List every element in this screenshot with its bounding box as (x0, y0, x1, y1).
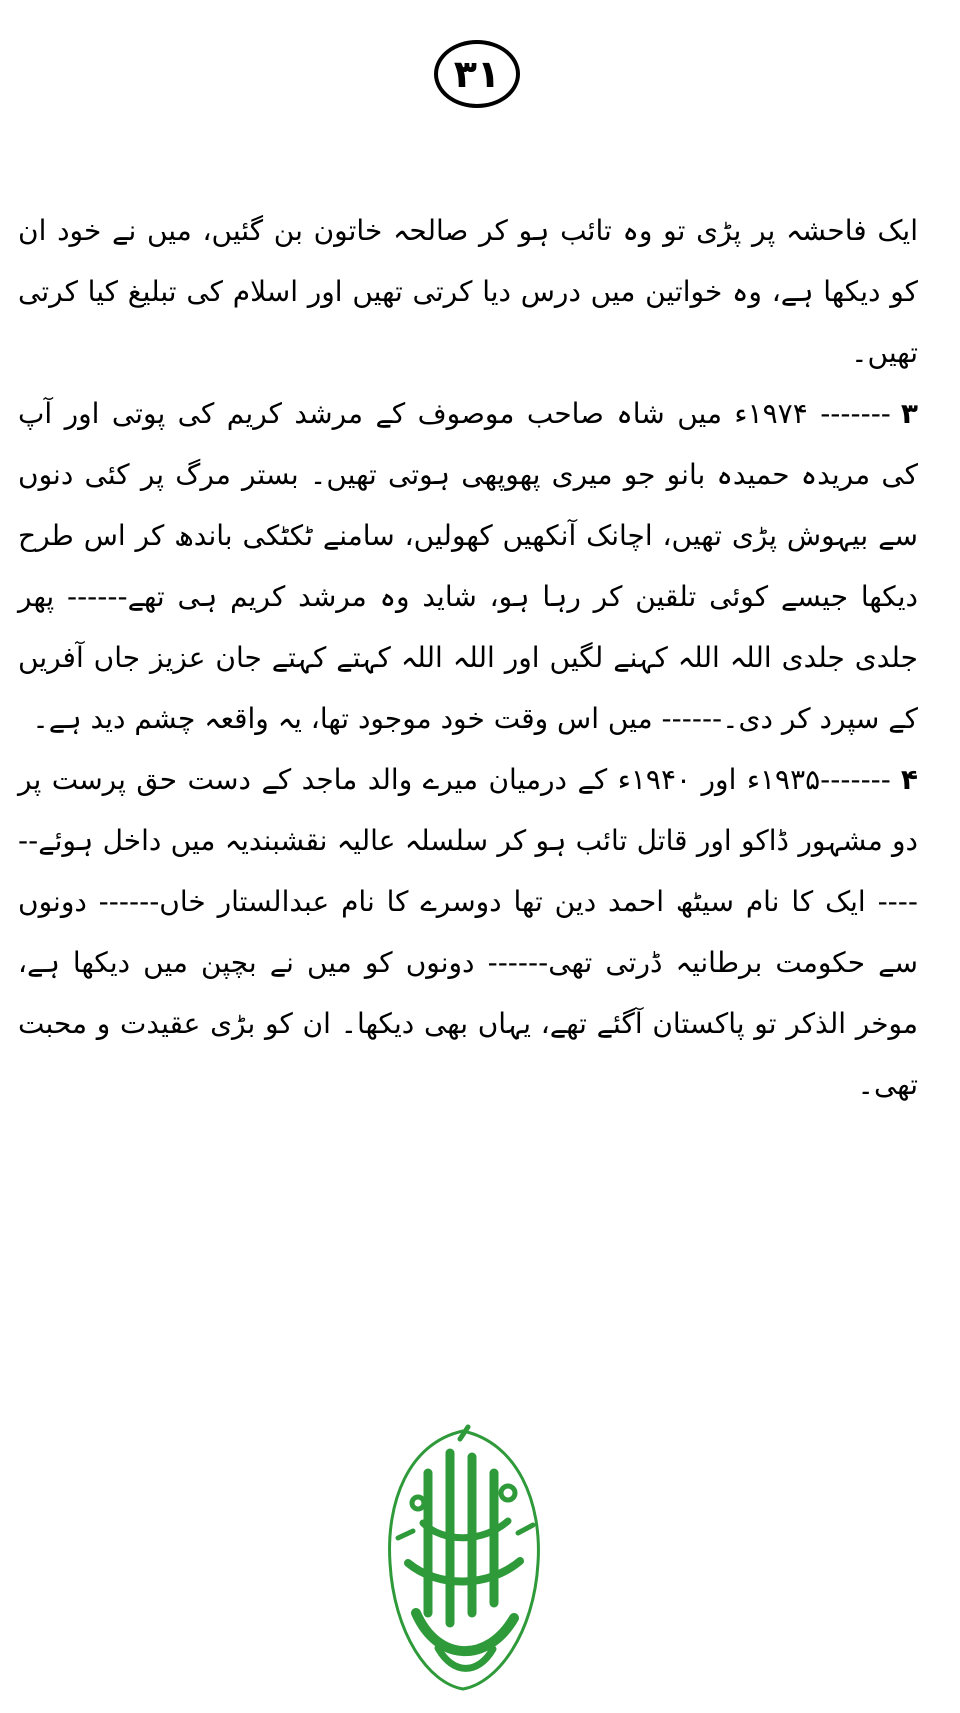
body-text (18, 200, 918, 1115)
paragraph-4 (18, 749, 918, 1115)
calligraphy-emblem (368, 1413, 558, 1703)
paragraph-3 (18, 383, 918, 749)
page-number-badge (434, 40, 520, 108)
paragraph-4-text: -------۱۹۳۵ء اور ۱۹۴۰ء کے درمیان میرے والد ماجد کے دست حق پرست پر دو مشہور ڈاکو اور قاتل تائب ہو کر سلسلہ عالیہ نقشبندیہ میں داخل ہوئے------ ایک کا نام سیٹھ احمد دین تھا دوسرے کا نام عبدالستار خاں------ دونوں سے حکومت برطانیہ ڈرتی تھی------ دونوں کو میں نے بچپن میں دیکھا ہے، موخر الذکر تو پاکستان آگئے تھے، یہاں بھی دیکھا۔ ان کو بڑی عقیدت و محبت تھی۔ (18, 763, 918, 1101)
paragraph-1-text: ایک فاحشہ پر پڑی تو وہ تائب ہو کر صالحہ خاتون بن گئیں، میں نے خود ان کو دیکھا ہے، وہ خواتین میں درس دیا کرتی تھیں اور اسلام کی تبلیغ کیا کرتی تھیں۔ (18, 214, 918, 369)
page-number: ۳۱ (453, 52, 501, 96)
paragraph-3-text: ------- ۱۹۷۴ء میں شاہ صاحب موصوف کے مرشد کریم کی پوتی اور آپ کی مریدہ حمیدہ بانو جو میری پھوپھی ہوتی تھیں۔ بستر مرگ پر کئی دنوں سے بیہوش پڑی تھیں، اچانک آنکھیں کھولیں، سامنے ٹکٹکی باندھ کر اس طرح دیکھا جیسے کوئی تلقین کر رہا ہو، شاید وہ مرشد کریم ہی تھے------ پھر جلدی جلدی اللہ اللہ کہنے لگیں اور اللہ اللہ کہتے کہتے جان عزیز جاں آفریں کے سپرد کر دی۔------ میں اس وقت خود موجود تھا، یہ واقعہ چشم دید ہے۔ (18, 397, 918, 735)
paragraph-4-number: ۴ (900, 763, 918, 796)
paragraph-1 (18, 200, 918, 383)
calligraphy-emblem-art (368, 1413, 558, 1703)
paragraph-3-number: ۳ (900, 397, 919, 430)
